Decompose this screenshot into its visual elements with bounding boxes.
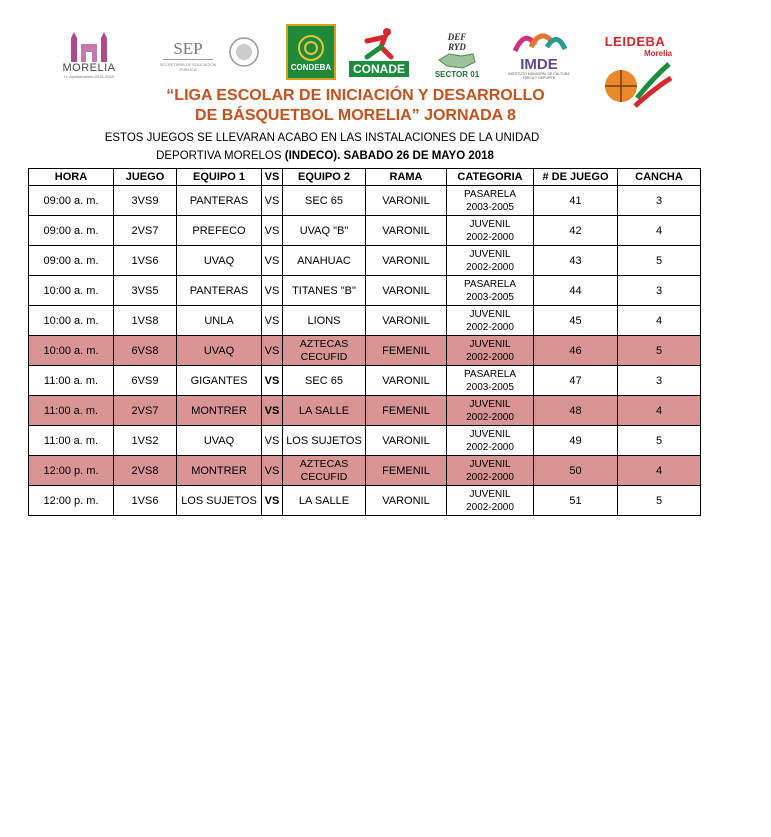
sector-logo-small: DEF RYD bbox=[447, 31, 467, 52]
cell-equipo2: AZTECAS CECUFID bbox=[283, 456, 366, 486]
cell-juego: 2VS8 bbox=[114, 456, 177, 486]
cell-num-juego: 45 bbox=[534, 306, 618, 336]
venue-line2-a: DEPORTIVA MORELOS bbox=[156, 150, 285, 162]
cell-juego: 2VS7 bbox=[114, 216, 177, 246]
categoria-name: JUVENIL bbox=[469, 458, 511, 470]
cell-categoria bbox=[447, 366, 534, 396]
cell-rama: VARONIL bbox=[366, 426, 447, 456]
sep-logo-text: SEP bbox=[163, 39, 212, 60]
col-vs: VS bbox=[262, 169, 283, 186]
col-num-juego: # DE JUEGO bbox=[534, 169, 618, 186]
cell-num-juego: 49 bbox=[534, 426, 618, 456]
cell-hora: 10:00 a. m. bbox=[29, 336, 114, 366]
categoria-years: 2002-2000 bbox=[466, 501, 514, 513]
col-equipo2: EQUIPO 2 bbox=[283, 169, 366, 186]
cell-cancha: 4 bbox=[618, 306, 701, 336]
categoria-years: 2002-2000 bbox=[466, 261, 514, 273]
cell-equipo2: LA SALLE bbox=[283, 396, 366, 426]
table-row bbox=[29, 456, 701, 486]
categoria-years: 2003-2005 bbox=[466, 201, 514, 213]
cell-vs: VS bbox=[262, 276, 283, 306]
imde-logo-text: IMDE bbox=[520, 55, 558, 73]
cell-equipo2: TITANES "B" bbox=[283, 276, 366, 306]
categoria-years: 2002-2000 bbox=[466, 351, 514, 363]
cell-equipo2: SEC 65 bbox=[283, 186, 366, 216]
cell-rama: VARONIL bbox=[366, 276, 447, 306]
page-title-line2: DE BÁSQUETBOL MORELIA” JORNADA 8 bbox=[195, 107, 516, 124]
cell-equipo2: LA SALLE bbox=[283, 486, 366, 516]
cell-juego: 6VS8 bbox=[114, 336, 177, 366]
cell-num-juego: 42 bbox=[534, 216, 618, 246]
col-juego: JUEGO bbox=[114, 169, 177, 186]
cell-equipo1: GIGANTES bbox=[177, 366, 262, 396]
cell-vs: VS bbox=[262, 216, 283, 246]
cell-vs: VS bbox=[262, 486, 283, 516]
cell-juego: 1VS8 bbox=[114, 306, 177, 336]
cell-categoria bbox=[447, 186, 534, 216]
cell-equipo1: PANTERAS bbox=[177, 276, 262, 306]
venue-line1: ESTOS JUEGOS SE LLEVARAN ACABO EN LAS INSTALACIONES DE LA UNIDAD bbox=[104, 132, 540, 144]
cell-cancha: 4 bbox=[618, 396, 701, 426]
cell-rama: VARONIL bbox=[366, 246, 447, 276]
cell-rama: VARONIL bbox=[366, 486, 447, 516]
cell-categoria bbox=[447, 216, 534, 246]
mexico-seal-icon bbox=[228, 30, 260, 78]
col-rama: RAMA bbox=[366, 169, 447, 186]
cell-categoria bbox=[447, 306, 534, 336]
cell-cancha: 4 bbox=[618, 216, 701, 246]
cell-num-juego: 47 bbox=[534, 366, 618, 396]
cell-num-juego: 43 bbox=[534, 246, 618, 276]
cell-rama: FEMENIL bbox=[366, 396, 447, 426]
cell-hora: 10:00 a. m. bbox=[29, 306, 114, 336]
sep-logo bbox=[150, 32, 226, 78]
leideba-logo-small: Morelia bbox=[643, 49, 672, 58]
categoria-years: 2003-2005 bbox=[466, 291, 514, 303]
cell-equipo1: UVAQ bbox=[177, 426, 262, 456]
schedule-table bbox=[28, 168, 701, 516]
categoria-name: JUVENIL bbox=[469, 488, 511, 500]
categoria-years: 2003-2005 bbox=[466, 381, 514, 393]
cell-equipo2: AZTECAS CECUFID bbox=[283, 336, 366, 366]
cell-equipo1: PANTERAS bbox=[177, 186, 262, 216]
categoria-name: PASARELA bbox=[463, 188, 517, 200]
cell-equipo1: MONTRER bbox=[177, 396, 262, 426]
condeba-logo bbox=[286, 24, 336, 80]
cell-vs: VS bbox=[262, 456, 283, 486]
cell-vs: VS bbox=[262, 366, 283, 396]
cell-hora: 11:00 a. m. bbox=[29, 426, 114, 456]
cell-juego: 2VS7 bbox=[114, 396, 177, 426]
cell-juego: 6VS9 bbox=[114, 366, 177, 396]
table-row bbox=[29, 186, 701, 216]
categoria-name: JUVENIL bbox=[469, 218, 511, 230]
cell-juego: 3VS5 bbox=[114, 276, 177, 306]
cell-equipo1: UVAQ bbox=[177, 246, 262, 276]
cell-cancha: 5 bbox=[618, 336, 701, 366]
cell-num-juego: 46 bbox=[534, 336, 618, 366]
categoria-name: PASARELA bbox=[463, 278, 517, 290]
col-hora: HORA bbox=[29, 169, 114, 186]
runner-icon bbox=[357, 27, 401, 61]
sep-logo-small: SECRETARÍA DE EDUCACIÓN PÚBLICA bbox=[159, 61, 217, 72]
conade-logo-text: CONADE bbox=[349, 61, 409, 77]
categoria-name: JUVENIL bbox=[469, 248, 511, 260]
categoria-name: JUVENIL bbox=[469, 338, 511, 350]
cell-rama: VARONIL bbox=[366, 216, 447, 246]
cell-rama: FEMENIL bbox=[366, 456, 447, 486]
venue-line2-b: (INDECO). SABADO 26 DE MAYO 2018 bbox=[284, 150, 494, 162]
table-row bbox=[29, 336, 701, 366]
cell-num-juego: 48 bbox=[534, 396, 618, 426]
cell-cancha: 3 bbox=[618, 366, 701, 396]
cell-equipo1: UNLA bbox=[177, 306, 262, 336]
cell-cancha: 5 bbox=[618, 246, 701, 276]
cell-cancha: 4 bbox=[618, 456, 701, 486]
sector-logo bbox=[428, 28, 486, 82]
cell-categoria bbox=[447, 396, 534, 426]
cell-rama: FEMENIL bbox=[366, 336, 447, 366]
cell-vs: VS bbox=[262, 336, 283, 366]
col-cancha: CANCHA bbox=[618, 169, 701, 186]
cell-vs: VS bbox=[262, 396, 283, 426]
cell-juego: 1VS6 bbox=[114, 246, 177, 276]
morelia-logo-small: H. Ayuntamiento 2015-2018 bbox=[64, 73, 114, 79]
cell-hora: 09:00 a. m. bbox=[29, 216, 114, 246]
cell-num-juego: 51 bbox=[534, 486, 618, 516]
imde-emblem-icon bbox=[511, 27, 567, 57]
cell-hora: 10:00 a. m. bbox=[29, 276, 114, 306]
cell-hora: 11:00 a. m. bbox=[29, 396, 114, 426]
table-row bbox=[29, 366, 701, 396]
cell-vs: VS bbox=[262, 186, 283, 216]
cell-cancha: 3 bbox=[618, 186, 701, 216]
cell-rama: VARONIL bbox=[366, 366, 447, 396]
cell-hora: 12:00 p. m. bbox=[29, 456, 114, 486]
table-row bbox=[29, 426, 701, 456]
categoria-years: 2002-2000 bbox=[466, 231, 514, 243]
cell-categoria bbox=[447, 276, 534, 306]
cell-juego: 1VS2 bbox=[114, 426, 177, 456]
cell-num-juego: 44 bbox=[534, 276, 618, 306]
cell-rama: VARONIL bbox=[366, 186, 447, 216]
cell-vs: VS bbox=[262, 246, 283, 276]
cell-rama: VARONIL bbox=[366, 306, 447, 336]
page-title-line1: “LIGA ESCOLAR DE INICIACIÓN Y DESARROLLO bbox=[166, 87, 545, 104]
categoria-name: JUVENIL bbox=[469, 398, 511, 410]
table-row bbox=[29, 486, 701, 516]
cell-cancha: 5 bbox=[618, 426, 701, 456]
categoria-years: 2002-2000 bbox=[466, 441, 514, 453]
table-row bbox=[29, 276, 701, 306]
cell-equipo1: MONTRER bbox=[177, 456, 262, 486]
map-icon bbox=[437, 52, 477, 70]
cell-vs: VS bbox=[262, 306, 283, 336]
cell-hora: 11:00 a. m. bbox=[29, 366, 114, 396]
cell-equipo2: ANAHUAC bbox=[283, 246, 366, 276]
cell-num-juego: 41 bbox=[534, 186, 618, 216]
leideba-logo-text: LEIDEBA bbox=[604, 34, 666, 49]
cell-equipo1: LOS SUJETOS bbox=[177, 486, 262, 516]
cell-hora: 09:00 a. m. bbox=[29, 246, 114, 276]
categoria-name: PASARELA bbox=[463, 368, 517, 380]
cell-vs: VS bbox=[262, 426, 283, 456]
imde-logo-small: INSTITUTO MUNICIPAL DE CULTURA FÍSICA Y DEPORTE bbox=[508, 71, 570, 80]
table-row bbox=[29, 216, 701, 246]
cell-categoria bbox=[447, 426, 534, 456]
cell-hora: 12:00 p. m. bbox=[29, 486, 114, 516]
cell-categoria bbox=[447, 246, 534, 276]
conade-logo bbox=[348, 24, 410, 80]
cell-equipo1: PREFECO bbox=[177, 216, 262, 246]
categoria-name: JUVENIL bbox=[469, 428, 511, 440]
cell-equipo2: LOS SUJETOS bbox=[283, 426, 366, 456]
cell-cancha: 3 bbox=[618, 276, 701, 306]
morelia-logo bbox=[58, 30, 120, 80]
cell-equipo2: UVAQ "B" bbox=[283, 216, 366, 246]
cell-cancha: 5 bbox=[618, 486, 701, 516]
cell-categoria bbox=[447, 456, 534, 486]
categoria-name: JUVENIL bbox=[469, 308, 511, 320]
cathedral-icon bbox=[67, 32, 111, 62]
venue-line2 bbox=[0, 148, 650, 164]
cell-categoria bbox=[447, 336, 534, 366]
cell-juego: 1VS6 bbox=[114, 486, 177, 516]
categoria-years: 2002-2000 bbox=[466, 321, 514, 333]
cell-juego: 3VS9 bbox=[114, 186, 177, 216]
imde-logo bbox=[504, 24, 574, 82]
condeba-emblem-icon bbox=[296, 33, 326, 63]
cell-equipo2: LIONS bbox=[283, 306, 366, 336]
cell-hora: 09:00 a. m. bbox=[29, 186, 114, 216]
cell-equipo1: UVAQ bbox=[177, 336, 262, 366]
table-row bbox=[29, 246, 701, 276]
col-equipo1: EQUIPO 1 bbox=[177, 169, 262, 186]
sector-logo-text: SECTOR 01 bbox=[434, 69, 480, 79]
morelia-logo-text: MORELIA bbox=[62, 61, 116, 74]
table-row bbox=[29, 396, 701, 426]
cell-categoria bbox=[447, 486, 534, 516]
cell-num-juego: 50 bbox=[534, 456, 618, 486]
col-categoria: CATEGORIA bbox=[447, 169, 534, 186]
table-row bbox=[29, 306, 701, 336]
categoria-years: 2002-2000 bbox=[466, 411, 514, 423]
categoria-years: 2002-2000 bbox=[466, 471, 514, 483]
table-header-row bbox=[29, 169, 701, 186]
condeba-logo-text: CONDEBA bbox=[290, 62, 332, 72]
cell-equipo2: SEC 65 bbox=[283, 366, 366, 396]
